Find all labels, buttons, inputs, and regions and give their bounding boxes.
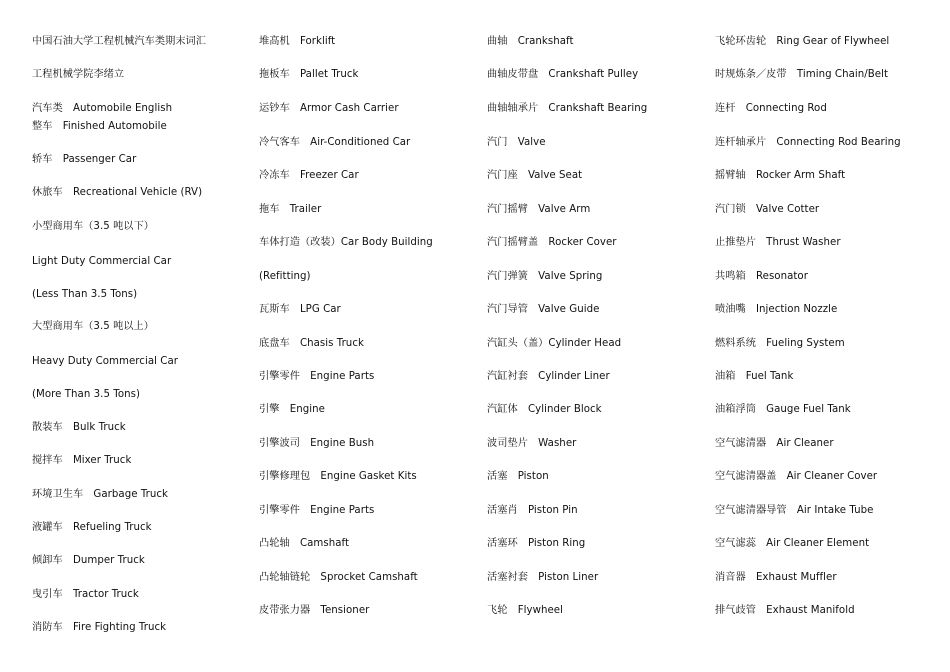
vocab-entry: 空气滤清器导管 Air Intake Tube	[715, 505, 874, 516]
vocab-entry-cont: (More Than 3.5 Tons)	[32, 389, 140, 400]
vocab-entry-cont: (Less Than 3.5 Tons)	[32, 289, 138, 300]
vocab-entry: 拖板车 Pallet Truck	[259, 69, 359, 80]
vocab-entry: 堆高机 Forklift	[259, 36, 336, 47]
vocab-entry: 环境卫生车 Garbage Truck	[32, 489, 168, 500]
vocab-entry: 液罐车 Refueling Truck	[32, 522, 152, 533]
vocab-entry: 冷冻车 Freezer Car	[259, 170, 359, 181]
vocab-entry: 皮带张力器 Tensioner	[259, 605, 370, 616]
vocab-entry: 汽缸衬套 Cylinder Liner	[487, 371, 610, 382]
vocab-entry: 拖车 Trailer	[259, 204, 322, 215]
vocab-entry-cont: Light Duty Commercial Car	[32, 256, 172, 267]
vocab-entry: 曲轴轴承片 Crankshaft Bearing	[487, 103, 648, 114]
vocab-entry: 引擎 Engine	[259, 404, 325, 415]
vocab-entry: 空气滤清器盖 Air Cleaner Cover	[715, 471, 878, 482]
vocab-entry: 活塞肖 Piston Pin	[487, 505, 578, 516]
vocab-entry: 活塞环 Piston Ring	[487, 538, 586, 549]
vocab-entry: 引擎修理包 Engine Gasket Kits	[259, 471, 417, 482]
vocab-entry: 活塞 Piston	[487, 471, 549, 482]
vocab-entry: 止推垫片 Thrust Washer	[715, 237, 841, 248]
section-heading: 汽车类 Automobile English	[32, 103, 173, 114]
vocab-entry: 飞轮环齿轮 Ring Gear of Flywheel	[715, 36, 890, 47]
vocab-entry: 空气滤蕊 Air Cleaner Element	[715, 538, 870, 549]
vocab-entry: 消防车 Fire Fighting Truck	[32, 622, 167, 633]
vocab-entry: 汽门锁 Valve Cotter	[715, 204, 820, 215]
vocab-entry: 活塞衬套 Piston Liner	[487, 572, 599, 583]
vocab-entry: 连杆 Connecting Rod	[715, 103, 827, 114]
vocab-entry: 搅拌车 Mixer Truck	[32, 455, 132, 466]
vocab-entry: 休旅车 Recreational Vehicle (RV)	[32, 187, 203, 198]
vocab-entry: 曲轴皮带盘 Crankshaft Pulley	[487, 69, 639, 80]
vocab-entry: 汽门座 Valve Seat	[487, 170, 583, 181]
vocab-entry-cont: (Refitting)	[259, 271, 311, 282]
vocab-entry: 汽缸体 Cylinder Block	[487, 404, 602, 415]
vocab-entry: 汽门 Valve	[487, 137, 546, 148]
vocab-entry: 车体打造（改装）Car Body Building	[259, 237, 433, 248]
vocab-entry: 曲轴 Crankshaft	[487, 36, 574, 47]
vocab-entry: 排气歧管 Exhaust Manifold	[715, 605, 855, 616]
vocab-entry: 飞轮 Flywheel	[487, 605, 563, 616]
vocab-entry: 汽缸头（盖）Cylinder Head	[487, 338, 622, 349]
document-title: 中国石油大学工程机械汽车类期末词汇	[32, 36, 207, 47]
vocab-entry: 连杆轴承片 Connecting Rod Bearing	[715, 137, 901, 148]
vocab-entry-cont: Heavy Duty Commercial Car	[32, 356, 178, 367]
vocab-entry: 曳引车 Tractor Truck	[32, 589, 139, 600]
vocab-entry: 凸轮轴 Camshaft	[259, 538, 350, 549]
vocab-entry: 共鸣箱 Resonator	[715, 271, 808, 282]
vocab-entry: 波司垫片 Washer	[487, 438, 577, 449]
vocab-entry: 汽门摇臂 Valve Arm	[487, 204, 591, 215]
vocab-entry: 运钞车 Armor Cash Carrier	[259, 103, 399, 114]
vocab-entry: 轿车 Passenger Car	[32, 154, 137, 165]
vocab-entry: 燃料系统 Fueling System	[715, 338, 845, 349]
vocab-entry: 汽门导管 Valve Guide	[487, 304, 600, 315]
vocab-entry: 汽门摇臂盖 Rocker Cover	[487, 237, 617, 248]
vocab-entry: 引擎零件 Engine Parts	[259, 371, 375, 382]
vocab-entry: 喷油嘴 Injection Nozzle	[715, 304, 838, 315]
vocab-entry: 大型商用车（3.5 吨以上）	[32, 321, 155, 332]
vocab-entry: 散装车 Bulk Truck	[32, 422, 126, 433]
vocab-entry: 摇臂轴 Rocker Arm Shaft	[715, 170, 846, 181]
vocab-entry: 倾卸车 Dumper Truck	[32, 555, 145, 566]
vocab-entry: 冷气客车 Air-Conditioned Car	[259, 137, 411, 148]
vocab-entry: 油箱 Fuel Tank	[715, 371, 794, 382]
author-line: 工程机械学院李绪立	[32, 69, 125, 80]
vocab-entry: 小型商用车（3.5 吨以下）	[32, 221, 155, 232]
vocab-entry: 时规炼条／皮带 Timing Chain/Belt	[715, 69, 889, 80]
vocab-entry: 消音器 Exhaust Muffler	[715, 572, 837, 583]
vocab-entry: 汽门弹簧 Valve Spring	[487, 271, 603, 282]
vocab-entry: 引擎波司 Engine Bush	[259, 438, 375, 449]
vocab-entry: 瓦斯车 LPG Car	[259, 304, 341, 315]
vocab-entry: 凸轮轴链轮 Sprocket Camshaft	[259, 572, 418, 583]
vocab-entry: 引擎零件 Engine Parts	[259, 505, 375, 516]
vocab-entry: 空气滤清器 Air Cleaner	[715, 438, 834, 449]
vocab-entry: 整车 Finished Automobile	[32, 121, 167, 132]
vocab-entry: 油箱浮筒 Gauge Fuel Tank	[715, 404, 851, 415]
vocab-entry: 底盘车 Chasis Truck	[259, 338, 364, 349]
